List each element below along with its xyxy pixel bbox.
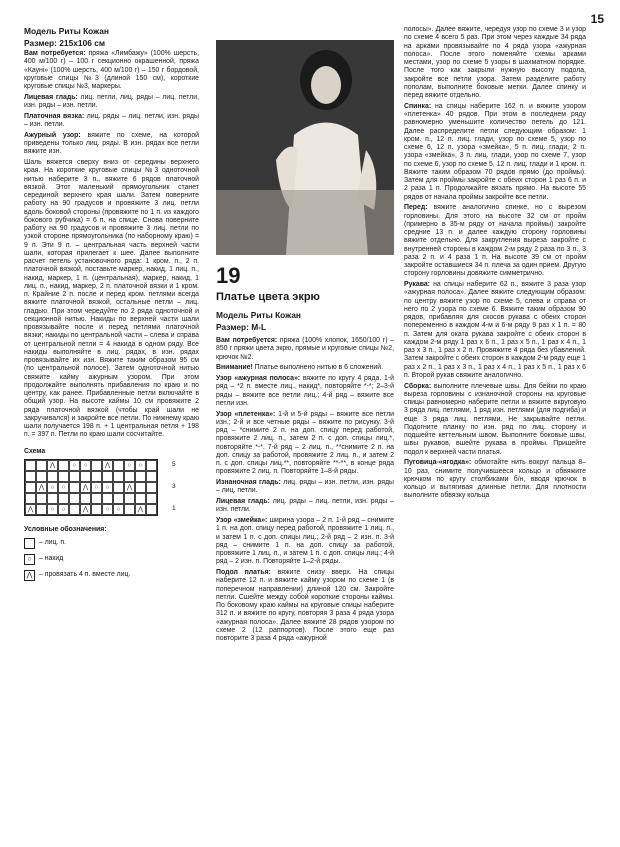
chart-cell: ○: [47, 482, 58, 493]
legend-item-decrease: ⋀ – провязать 4 п. вместе лиц.: [24, 570, 199, 581]
chart-cell: [91, 493, 102, 504]
chart-cell: [102, 493, 113, 504]
dress-face: Лицевая гладь: лиц. ряды – лиц. петли, изн. ряды – изн. петли.: [216, 498, 394, 514]
dress-model: Модель Риты Кожан: [216, 310, 301, 320]
chart-cell: [124, 493, 135, 504]
chart-cell: [146, 460, 157, 471]
dress-continuation: полосы». Далее вяжите, чередуя узор по схеме 3 и узор по схеме 4 всего 5 раз. При этом через каждые 34 ряда на арками провязывайте по 4 ряда узора «ажурная полоса». После этого поменяйте схемы арками местами, узор по схеме 5 узоры в шахматном порядке. После того как закрыли нужную высоту подола, закройте все петли узора. Затем разделите работу пополам, выполните боковые метки. Далее спинку и перед вяжите отдельно.: [404, 26, 586, 99]
chart-cell: [25, 482, 36, 493]
chart-cell: [113, 471, 124, 482]
column-dress: [216, 258, 394, 646]
chart-cell: [69, 471, 80, 482]
yarnover-symbol-icon: ○: [24, 554, 35, 565]
page-number: 15: [590, 12, 604, 26]
chart-cell: [25, 460, 36, 471]
chart-cell: ○: [113, 504, 124, 515]
chart-cell: [69, 493, 80, 504]
chart-cell: ○: [47, 504, 58, 515]
chart-label: Схема: [24, 447, 46, 455]
shawl-needs: Вам потребуется: пряжа «Лимбажу» (100% шерсть, 400 м/100 г) – 100 г секционно окрашенной, пряжа «Каунi» (100% шерсть, 400 м/100 г) – 150 г бордовой, круговые спицы №3 (длиной 150 см), короткие круговые спицы №3, маркеры.: [24, 50, 199, 90]
chart-cell: [91, 504, 102, 515]
chart-cell: ⋀: [36, 482, 47, 493]
chart-cell: [80, 493, 91, 504]
chart-cell: [124, 471, 135, 482]
project-title: Платье цвета экрю: [216, 291, 320, 303]
dress-photo: [216, 40, 394, 255]
chart-cell: ⋀: [47, 460, 58, 471]
chart-cell: [113, 482, 124, 493]
shawl-main-text: Шаль вяжется сверху вниз от середины верхнего края. На короткие круговые спицы №3 одноточной нитью наберите 3 п., вяжите 6 рядов платочной вязкой. Этот маленький прямоугольник станет серединой верхнего края шали. Затем поверните работу на 90 градусов и провяжите 3 лиц. петли вдоль боковой стороны (провяжите по 1 п. из каждого бокового рубчика) = 6 п. на спице. Снова поверните работу на 90 градусов и провяжите 3 лиц. петли по узкой стороне прямоугольника (по наборному краю) = 9 п. Эти 9 п. – центральная часть верхней части шали, которая прилегает к шее. Далее выполните расчет петель установочного ряда: 1 кром. п., 2 п. платочной вязкой, поставьте маркер, накид, 1 лиц. п., накид, маркер, 1 п. (центральная), маркер, накид, 1 лиц. п., накид, маркер, 2 п. платочной вязки и 1 кром. п. Крайние 2 п. после и перед кром. петлями всегда вяжите платочной вязкой, остальные петли – лиц. гладью. При этом чередуйте по 2 ряда одноточной и секционной нитью. Накиды по верхней части шали провязывайте после и перед петлями платочной вязки; накиды по центральной части – слева и справа от центральной петли = 4 накида в одном ряду. Все накиды выполняйте в лиц. рядах, в изн. рядах провязывайте их изн. Вяжите таким образом 95 см (по центральной полосе). Затем одноточной нитью свяжите кайму ажурным узором. При этом продолжайте выполнять прибавления по краю и по центру, как ранее. Прибавленные петли включайте в общий узор. На высоте каймы 10 см провяжите 2 ряда платочной вязкой (чтобы край шали не закручивался) и закройте все петли. По нижнему краю шали получается 198 п. + 1 центральная петля + 198 п. = 397 п. Петли по краю шали сосчитайте.: [24, 159, 200, 439]
chart-cell: [135, 471, 146, 482]
chart-cell: ⋀: [80, 482, 91, 493]
chart-cell: [36, 471, 47, 482]
knit-symbol-icon: [24, 538, 35, 549]
chart-cell: [80, 471, 91, 482]
dress-button: Пуговица-«ягодка»: обмотайте нить вокруг пальца 8–10 раз, снимите получившееся кольцо и обвяжите крючком по кругу столбиками б/н, вводя крючок в кольцо и вытягивая длинные петли. Для плотности выполните обвязку кольца: [404, 459, 586, 500]
chart-cell: ○: [135, 460, 146, 471]
decrease-symbol-icon: ⋀: [24, 570, 35, 581]
shawl-face-stitch: Лицевая гладь: лиц. петли, лиц. ряды – лиц. петли, изн. ряды – изн. петли.: [24, 93, 200, 109]
chart-cell: [124, 504, 135, 515]
chart-cell: ⋀: [80, 504, 91, 515]
row-number: 3: [172, 482, 176, 490]
shawl-model: Модель Риты Кожан: [24, 26, 109, 36]
chart-cell: [36, 504, 47, 515]
chart-cell: [58, 493, 69, 504]
chart-cell: [146, 471, 157, 482]
chart-cell: ○: [58, 482, 69, 493]
chart-cell: [25, 471, 36, 482]
chart-cell: [36, 460, 47, 471]
legend-item-yarnover: ○ – накид: [24, 554, 199, 565]
chart-cell: ⋀: [102, 460, 113, 471]
dress-braid: Узор «плетенка»: 1-й и 5-й ряды – вяжите все петли изн.; 2-й и все четные ряды – вяжите по рисунку. 3-й ряд – *снимите 2 п. на доп. спицу перед работой, провяжите 2 лиц. п., затем 2 п. с доп. спицы лиц.*, повторяйте *-*. 7-й ряд – 2 лиц. п., **снимите 2 п. на доп. спицу за работой, провяжите 2 лиц. п., и затем 2 п. с доп. спицы лиц.**, повторяйте **-**, в конце ряда провяжите 2 лиц. п. Повторяйте 1–8-й ряды.: [216, 410, 394, 476]
dress-front: Перед: вяжите аналогично спинке, но с вырезом горловины. Для этого на высоте 32 см от пройм (примерно в 35-м ряду от начала проймы) закройте средние 13 п. и далее каждую сторону горловины вяжите отдельно. Для закругления выреза закройте с внутренней стороны в каждом 2-м ряду 2 раза по 3 п., 3 раза 2 п. и 4 раза 1 п. На высоте 39 см от пройм закройте оставшиеся 34 п. плеча за один прием. Другую сторону горловины довяжите симметрично.: [404, 204, 587, 278]
chart-cell: [25, 493, 36, 504]
dress-snake: Узор «змейка»: ширина узора – 2 п. 1-й ряд – снимите 1 п. на доп. спицу перед работой, провяжите 1 лиц. п., и затем 1 п. с доп. спицы лиц.; 2-й ряд – 2 изн. п. 3-й ряд – снимите 1 п. на доп. спицу за работой, провяжите 1 лиц. п., и затем 1 п. с доп. спицы лиц.; 4-й ряд – 2 изн. п. Повторяйте 1–2-й ряды.: [216, 517, 394, 566]
chart-cell: ○: [80, 460, 91, 471]
chart-cell: [47, 471, 58, 482]
chart-cell: [113, 493, 124, 504]
chart-cell: [69, 504, 80, 515]
chart-cell: ○: [58, 504, 69, 515]
chart-cell: ⋀: [124, 482, 135, 493]
shawl-lace-pattern: Ажурный узор: вяжите по схеме, на которой приведены только лиц. ряды. В изн. рядах все петли вяжите изн.: [24, 131, 200, 156]
shawl-garter-stitch: Платочная вязка: лиц. ряды – лиц. петли, изн. ряды – изн. петли.: [24, 112, 199, 128]
chart-cell: ○: [91, 482, 102, 493]
chart-cell: [146, 504, 157, 515]
legend-item-knit: – лиц. п.: [24, 538, 199, 549]
chart-grid: [24, 459, 158, 516]
chart-cell: [135, 482, 146, 493]
chart-cell: ⋀: [135, 504, 146, 515]
knitting-chart: [24, 459, 194, 516]
dress-size: Размер: M-L: [216, 322, 267, 332]
chart-cell: [146, 482, 157, 493]
chart-cell: [36, 493, 47, 504]
chart-cell: [113, 460, 124, 471]
dress-sleeves: Рукава: на спицы наберите 62 п., вяжите 3 раза узор «ажурная полоса». Далее вяжите следующим образом: по центру вяжите узор по схеме 5, слева и справа от него по 2 узора по схеме 6. Вяжите таким образом 90 рядов, прибавляя для скосов рукава с обеих сторон попеременно в каждом 4-м и 6-м ряду 9 раз х 1 п. = 80 п. Затем для оката рукава закройте с обеих сторон в каждом 2-м ряду 1 раз х 6 п., 1 раз х 5 п., 1 раз х 4 п., 1 раз х 3 п., 1 раз х 2 п. Провяжите 4 ряда без убавлений. Затем закройте с обеих сторон в каждом 2-м ряду еще 1 раз х 2 п., 1 раз х 3 п., 1 раз х 4 п., 1 раз х 5 п., 1 раз х 6 п. Второй рукав свяжите аналогично.: [404, 281, 586, 379]
chart-cell: [135, 493, 146, 504]
dress-purl: Изнаночная гладь: лиц. ряды – изн. петли, изн. ряды – лиц. петли.: [216, 479, 394, 495]
chart-cell: [91, 460, 102, 471]
chart-cell: ○: [124, 460, 135, 471]
dress-back: Спинка: на спицы наберите 162 п. и вяжите узором «плетенка» 40 рядов. При этом в последнем ряду равномерно уменьшите количество петель до 121. Далее распределите петли следующим образом: 1 кром. п., 12 п. лиц. глади, узор по схеме 5, узор по схеме 6, 12 п. узора «змейка», 5 п. лиц. глади, 2 п. узора «змейка», 3 п. лиц. глади, узор по схеме 7, узор по схеме 6, узор по схеме 5, 12 п. лиц. глади и 1 кром. п. Вяжите таким образом 70 рядов прямо (до проймы). Затем для проймы закройте с обеих сторон 1 раз 6 п. и 2 раза 1 п. Продолжайте вязать прямо. На высоте 55 рядов от начала проймы закройте все петли.: [404, 102, 586, 201]
chart-cell: ○: [69, 460, 80, 471]
legend-title: Условные обозначения:: [24, 525, 107, 533]
row-number: 5: [172, 460, 176, 468]
dress-assembly: Сборка: выполните плечевые швы. Для бейки по краю выреза горловины с изнаночной стороны на круговые спицы равномерно наберите петли и вяжите вкруговую 3 ряда лиц. петлями, 1 ряд изн. петлями (для подгиба) и еще 3 ряда лиц. петлями. Не закрывайте петли. Подогните планку по изн. ряд по лиц. сторону и подшейте кеттельным швом. Выполните боковые швы, швы рукавов, вшейте рукава в проймы. Пришейте подол к верхней части платья.: [404, 382, 587, 456]
project-number: 19: [216, 263, 241, 288]
dress-openwork: Узор «ажурная полоса»: вяжите по кругу 4 ряда. 1-й ряд – *2 п. вместе лиц., накид*, повторяйте *-*; 2–3-й ряды – вяжите все петли лиц.; 4-й ряд – вяжите все петли изн.: [216, 375, 395, 407]
row-number: 1: [172, 504, 176, 512]
shawl-size: Размер: 215х106 см: [24, 38, 106, 48]
chart-cell: [91, 471, 102, 482]
chart-cell: [47, 493, 58, 504]
chart-cell: [58, 460, 69, 471]
dress-attention: Внимание! Платье выполнено нитью в 6 сложений.: [216, 364, 384, 372]
chart-row-numbers: [172, 459, 176, 514]
dress-bottom: Подол платья: вяжите снизу вверх. На спицы наберите 12 п. и вяжите кайму узором по схеме 1 (в поперечном направлении) длиной 120 см. Закройте петли. Сшейте между собой короткие стороны каймы. По боковому краю каймы на круговые спицы наберите 312 п. и вяжите по кругу, повторяя 3 раза 4 ряда узора «ажурная полоса». Далее вяжите 28 рядов узором по схеме 2 (12 раппортов). После этого еще раз повторите 3 раза 4 ряда «ажурной: [216, 569, 394, 642]
model-photo-illustration: [216, 40, 394, 255]
chart-cell: [146, 493, 157, 504]
column-dress-cont: [404, 26, 586, 503]
chart-cell: ○: [102, 482, 113, 493]
column-shawl: [24, 26, 199, 586]
chart-cell: [102, 471, 113, 482]
chart-cell: [58, 471, 69, 482]
chart-cell: ⋀: [25, 504, 36, 515]
dress-needs: Вам потребуется: пряжа (100% хлопок, 1650/100 г) – 850 г пряжи цвета экрю, прямые и круговые спицы №2, крючок №2.: [216, 337, 394, 361]
chart-cell: [69, 482, 80, 493]
chart-cell: ○: [102, 504, 113, 515]
